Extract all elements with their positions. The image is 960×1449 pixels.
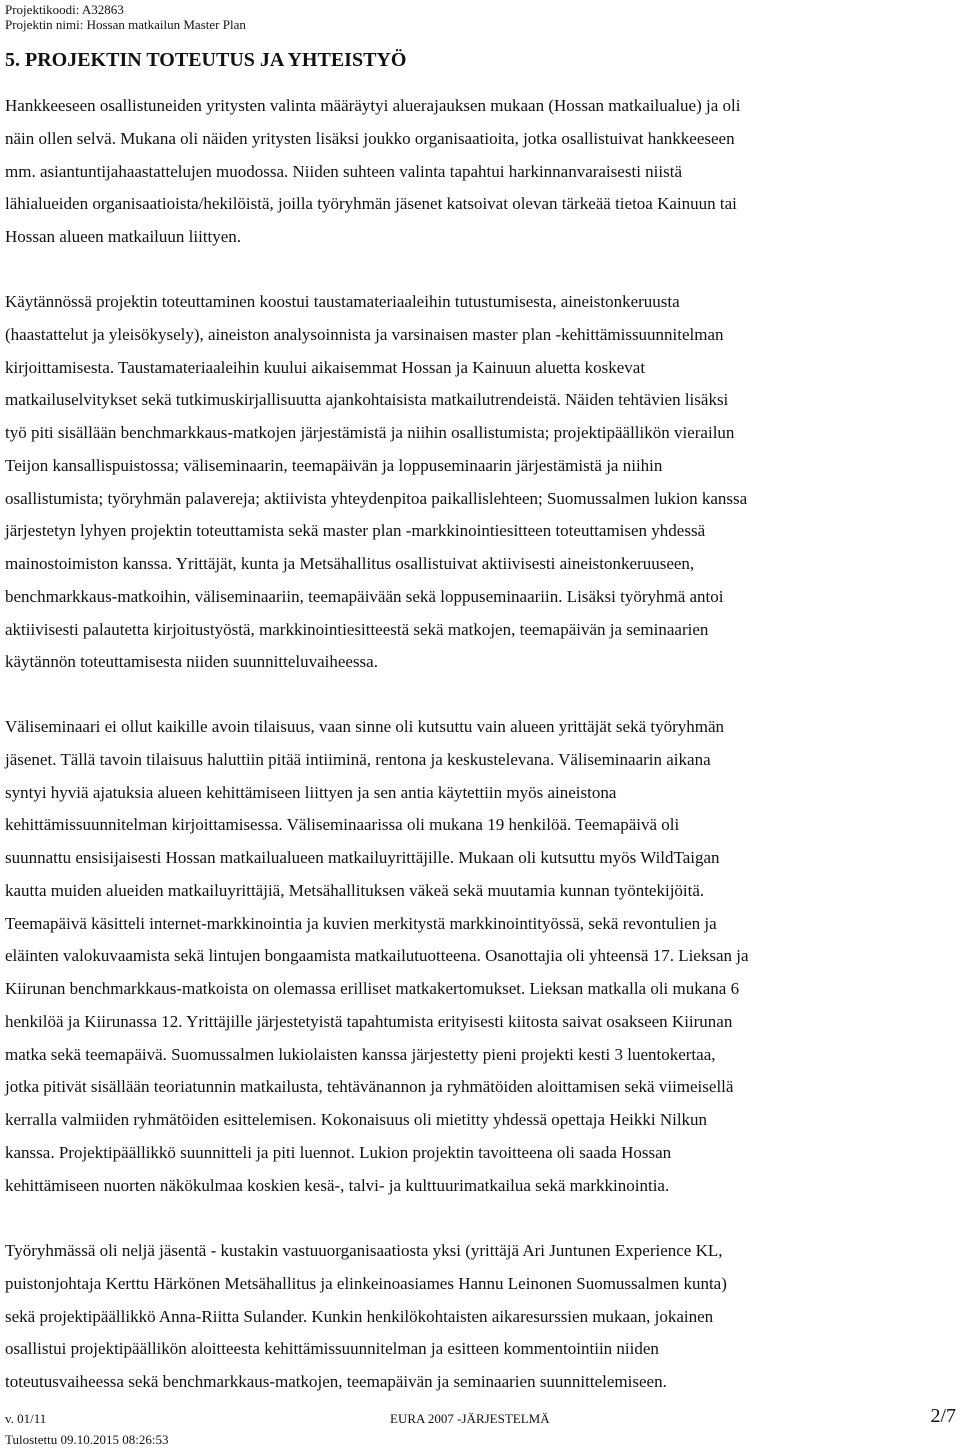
- paragraph-working-group: Työryhmässä oli neljä jäsentä - kustakin vastuuorganisaatiosta yksi (yrittäjä Ari Juntunen Experience KL, puistonjohtaja Kerttu Härkönen Metsähallitus ja elinkeinoasiames Hannu Leinonen Suomussalmen kunta) sekä projektipäällikkö Anna-Riitta Sulander. Kunkin henkilökohtaisten aikaresurssien mukaan, jokainen osallistui projektipäällikön aloitteesta kehittämissuunnitelman ja esitteen kommentointiin niiden toteutusvaiheessa sekä benchmarkkaus-matkojen, teemapäivän ja seminaarien suunnittelemiseen.: [5, 1241, 727, 1391]
- paragraph-participants: Hankkeeseen osallistuneiden yritysten valinta määräytyi aluerajauksen mukaan (Hossan matkailualue) ja oli näin ollen selvä. Mukana oli näiden yritysten lisäksi joukko organisaatioita, jotka osallistuivat hankkeeseen mm. asiantuntijahaastattelujen muodossa. Niiden suhteen valinta tapahtui harkinnanvaraisesti niistä lähialueiden organisaatioista/hekilöistä, joilla työryhmän jäsenet katsoivat olevan tärkeää tietoa Kainuun tai Hossan alueen matkailuun liittyen.: [5, 96, 741, 246]
- paragraph-implementation: Käytännössä projektin toteuttaminen koostui taustamateriaaleihin tutustumisesta, aineistonkeruusta (haastattelut ja yleisökysely), aineiston analysoinnista ja varsinaisen master plan -kehittämissuunnitelman kirjoittamisesta. Taustamateriaaleihin kuului aikaisemmat Hossan ja Kainuun aluetta koskevat matkailuselvitykset sekä tutkimuskirjallisuutta ajankohtaisista matkailutrendeistä. Näiden tehtävien lisäksi työ piti sisällään benchmarkkaus-matkojen järjestämistä ja niihin osallistumista; projektipäällikön vierailun Teijon kansallispuistossa; väliseminaarin, teemapäivän ja loppuseminaarin järjestämistä ja niihin osallistumista; työryhmän palavereja; aktiivista yhteydenpitoa paikallislehteen; Suomussalmen lukion kanssa järjestetyn lyhyen projektin toteuttamista sekä master plan -markkinointiesitteen toteuttamisen yhdessä mainostoimiston kanssa. Yrittäjät, kunta ja Metsähallitus osallistuivat aktiivisesti aineistonkeruuseen, benchmarkkaus-matkoihin, väliseminaariin, teemapäivään sekä loppuseminaariin. Lisäksi työryhmä antoi aktiivisesti palautetta kirjoitustyöstä, markkinointiesitteestä sekä matkojen, teemapäivän ja seminaarien käytännön toteuttamisesta niiden suunnitteluvaiheessa.: [5, 292, 748, 672]
- project-name: Projektin nimi: Hossan matkailun Master Plan: [5, 17, 246, 32]
- paragraph-seminars: Väliseminaari ei ollut kaikille avoin tilaisuus, vaan sinne oli kutsuttu vain alueen yrittäjät sekä työryhmän jäsenet. Tällä tavoin tilaisuus haluttiin pitää intiiminä, rentona ja keskustelevana. Väliseminaarin aikana syntyi hyviä ajatuksia alueen kehittämiseen liittyen ja sen antia käytettiin myös aineistona kehittämissuunnitelman kirjoittamisessa. Väliseminaarissa oli mukana 19 henkilöä. Teemapäivä oli suunnattu ensisijaisesti Hossan matkailualueen matkailuyrittäjille. Mukaan oli kutsuttu myös WildTaigan kautta muiden alueiden matkailuyrittäjiä, Metsähallituksen väkeä sekä muutamia kunnan työntekijöitä. Teemapäivä käsitteli internet-markkinointia ja kuvien merkitystä markkinointityössä, sekä revontulien ja eläinten valokuvaamista sekä lintujen bongaamista matkailutuotteena. Osanottajia oli yhteensä 17. Lieksan ja Kiirunan benchmarkkaus-matkoista on olemassa erilliset matkakertomukset. Lieksan matkalla oli mukana 6 henkilöä ja Kiirunassa 12. Yrittäjille järjestetyistä tapahtumista erityisesti kiitosta saivat osakseen Kiirunan matka sekä teemapäivä. Suomussalmen lukiolaisten kanssa järjestetty pieni projekti kesti 3 luentokertaa, jotka pitivät sisällään teoriatunnin matkailusta, tehtävänannon ja ryhmätöiden aloittamisen sekä viimeisellä kerralla valmiiden ryhmätöiden esittelemisen. Kokonaisuus oli mietitty yhdessä opettaja Heikki Nilkun kanssa. Projektipäällikkö suunnitteli ja piti luennot. Lukion projektin tavoitteena oli saada Hossan kehittämiseen nuorten näkökulmaa koskien kesä-, talvi- ja kulttuurimatkailua sekä markkinointia.: [5, 717, 749, 1195]
- project-code: Projektikoodi: A32863: [5, 2, 124, 17]
- page-number: 2/7: [930, 1405, 956, 1427]
- footer-printed: Tulostettu 09.10.2015 08:26:53: [5, 1432, 169, 1447]
- section-title: 5. PROJEKTIN TOTEUTUS JA YHTEISTYÖ: [5, 49, 407, 71]
- footer-program: EURA 2007 -JÄRJESTELMÄ: [390, 1411, 550, 1426]
- footer-version: v. 01/11: [5, 1411, 47, 1426]
